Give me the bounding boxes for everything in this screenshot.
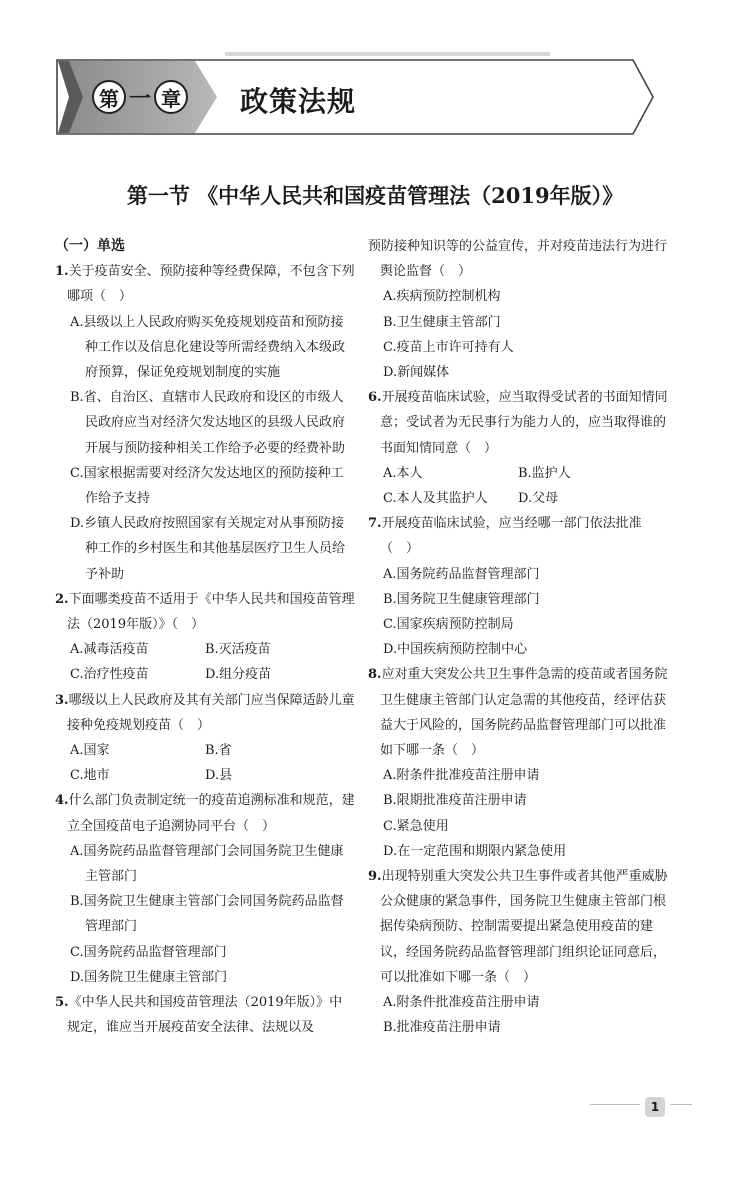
answer-option: C.疫苗上市许可持有人 (383, 339, 514, 355)
question-number: 2. (55, 591, 69, 607)
question-text: 什么部门负责制定统一的疫苗追溯标准和规范，建立全国疫苗电子追溯协同平台（ ） (67, 793, 355, 834)
question-number: 3. (55, 692, 69, 708)
page-number: 1 (645, 1097, 665, 1117)
question-text: 下面哪类疫苗不适用于《中华人民共和国疫苗管理法（2019年版）》（ ） (67, 591, 355, 633)
chapter-badge-char: 第 (92, 80, 126, 114)
answer-option: A.疾病预防控制机构 (383, 289, 501, 305)
answer-option-row (55, 637, 355, 662)
question (55, 587, 355, 637)
question (368, 385, 668, 461)
answer-option: C.紧急使用 (383, 818, 449, 834)
answer-option: C.本人及其监护人 (383, 491, 488, 507)
answer-option-row (55, 662, 355, 687)
question-continuation: 预防接种知识等的公益宣传，并对疫苗违法行为进行舆论监督（ ） (368, 239, 668, 280)
left-column (55, 234, 355, 1041)
answer-option: B.国务院卫生健康管理部门 (383, 591, 540, 607)
answer-option-row (368, 461, 668, 486)
answer-option: B.批准疫苗注册申请 (383, 1020, 501, 1036)
question-number: 4. (55, 793, 69, 809)
answer-option: C.国家根据需要对经济欠发达地区的预防接种工作给予支持 (70, 465, 344, 507)
answer-option: C.治疗性疫苗 (70, 667, 149, 683)
question-text: 出现特别重大突发公共卫生事件或者其他严重威胁公众健康的紧急事件，国务院卫生健康主管部门根据传染病预防、控制需要提出紧急使用疫苗的建议，经国务院药品监督管理部门组织论证同意后，可以批准如下哪一条（ ） (380, 869, 668, 985)
answer-option: B.监护人 (518, 465, 571, 481)
answer-option: A.县级以上人民政府购买免疫规划疫苗和预防接种工作以及信息化建设等所需经费纳入本级政府预算，保证免疫规划制度的实施 (70, 314, 346, 381)
question (368, 511, 668, 561)
answer-option: A.减毒活疫苗 (70, 642, 149, 658)
question (368, 662, 668, 763)
question-text: 《中华人民共和国疫苗管理法（2019年版）》中规定，谁应当开展疫苗安全法律、法规以及 (67, 995, 343, 1036)
question (368, 864, 668, 990)
answer-option: B.国务院卫生健康主管部门会同国务院药品监督管理部门 (70, 894, 344, 935)
answer-option-row (55, 738, 355, 763)
chapter-badge-char: 章 (154, 80, 188, 114)
question-text: 应对重大突发公共卫生事件急需的疫苗或者国务院卫生健康主管部门认定急需的其他疫苗，经评估获益大于风险的，国务院药品监督管理部门可以批准如下哪一条（ ） (380, 667, 668, 759)
question (55, 990, 355, 1040)
answer-option: D.乡镇人民政府按照国家有关规定对从事预防接种工作的乡村医生和其他基层医疗卫生人员给予补助 (70, 516, 346, 582)
question-number: 5. (55, 995, 69, 1011)
question-text: 开展疫苗临床试验，应当取得受试者的书面知情同意；受试者为无民事行为能力人的，应当取得谁的书面知情同意（ ） (380, 390, 668, 456)
question-text: 关于疫苗安全、预防接种等经费保障，不包含下列哪项（ ） (67, 264, 355, 305)
question-text: 开展疫苗临床试验，应当经哪一部门依法批准（ ） (380, 516, 642, 557)
answer-option: D.新闻媒体 (383, 365, 450, 381)
chapter-title: 政策法规 (240, 85, 357, 118)
answer-option: A.附条件批准疫苗注册申请 (383, 768, 540, 784)
answer-option: D.在一定范围和期限内紧急使用 (383, 843, 567, 859)
answer-option-row (55, 763, 355, 788)
question-number: 8. (368, 667, 382, 683)
answer-option: D.县 (205, 768, 233, 784)
answer-option: D.中国疾病预防控制中心 (383, 642, 528, 658)
page-number-rule-left (590, 1104, 640, 1105)
question-number: 9. (368, 869, 382, 885)
page-number-rule-right (670, 1104, 692, 1105)
answer-option: A.本人 (383, 465, 423, 481)
answer-option: C.国家疾病预防控制局 (383, 617, 514, 633)
answer-option: D.父母 (518, 491, 559, 507)
answer-option: B.限期批准疫苗注册申请 (383, 793, 527, 809)
question-number: 6. (368, 390, 382, 406)
answer-option: D.组分疫苗 (205, 667, 272, 683)
question (55, 259, 355, 309)
question-number: 1. (55, 264, 69, 280)
section-title: 第一节 《中华人民共和国疫苗管理法（2019年版）》 (126, 183, 624, 208)
answer-option: B.卫生健康主管部门 (383, 314, 501, 330)
answer-option: A.国务院药品监督管理部门会同国务院卫生健康主管部门 (70, 843, 344, 885)
question (55, 688, 355, 738)
part-heading: （一）单选 (55, 238, 125, 254)
chapter-badge-char: 一 (129, 86, 152, 112)
right-column (368, 234, 668, 1041)
answer-option: C.地市 (70, 768, 110, 784)
answer-option: C.国务院药品监督管理部门 (70, 944, 227, 960)
answer-option: B.省、自治区、直辖市人民政府和设区的市级人民政府应当对经济欠发达地区的县级人民政府开展与预防接种相关工作给予必要的经费补助 (70, 390, 346, 456)
answer-option: B.灭活疫苗 (205, 642, 271, 658)
question (55, 788, 355, 838)
answer-option: B.省 (205, 743, 232, 759)
question-number: 7. (368, 516, 382, 532)
answer-option: A.附条件批准疫苗注册申请 (383, 995, 540, 1011)
answer-option: A.国家 (70, 743, 110, 759)
answer-option-row (368, 486, 668, 511)
chapter-badge (92, 79, 188, 115)
question-text: 哪级以上人民政府及其有关部门应当保障适龄儿童接种免疫规划疫苗（ ） (67, 692, 355, 733)
answer-option: A.国务院药品监督管理部门 (383, 566, 540, 582)
answer-option: D.国务院卫生健康主管部门 (70, 969, 228, 985)
